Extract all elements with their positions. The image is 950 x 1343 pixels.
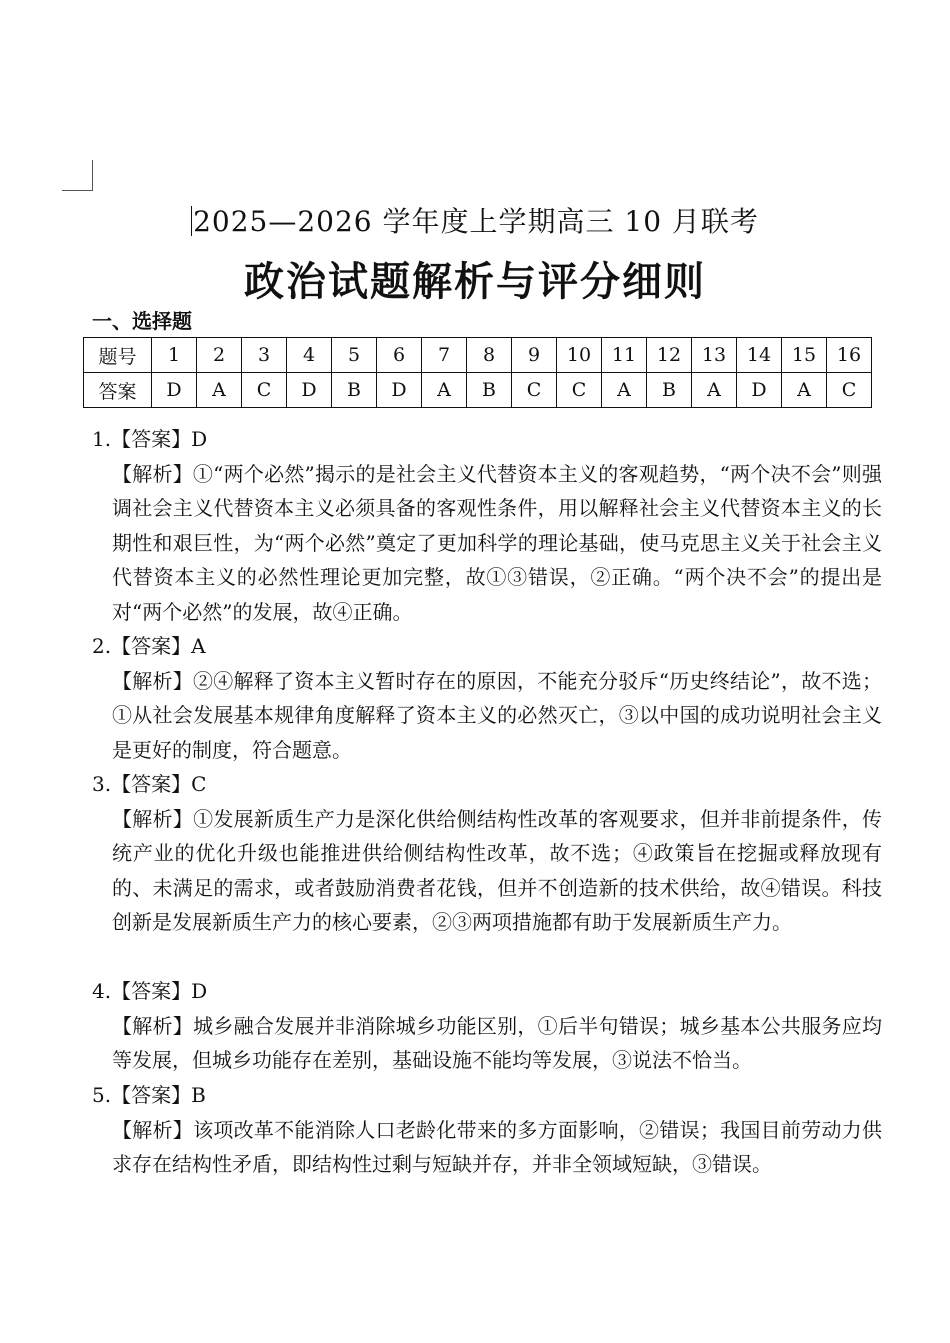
analysis-text: 【解析】该项改革不能消除人口老龄化带来的多方面影响，②错误；我国目前劳动力供求存在结构性矛盾，即结构性过剩与短缺并存，并非全领域短缺，③错误。 [112,1117,882,1176]
text-cursor [191,206,192,236]
exam-subtitle [0,200,950,240]
answer-cell: D [152,373,197,408]
explanation-q3 [92,767,882,940]
answer-cell: B [647,373,692,408]
answer-table [83,337,872,408]
answer-cell: C [557,373,602,408]
question-number: 12 [647,338,692,373]
answer-cell: D [737,373,782,408]
answer-cell: B [467,373,512,408]
answer-cell: A [602,373,647,408]
analysis-text: 【解析】①“两个必然”揭示的是社会主义代替资本主义的客观趋势，“两个决不会”则强调社会主义代替资本主义必须具备的客观性条件，用以解释社会主义代替资本主义的长期性和艰巨性，为“两个必然”奠定了更加科学的理论基础，使马克思主义关于社会主义代替资本主义的必然性理论更加完整，故①③错误，②正确。“两个决不会”的提出是对“两个必然”的发展，故④正确。 [112,461,882,624]
question-number: 9 [512,338,557,373]
page-title: 政治试题解析与评分细则 [244,259,706,305]
analysis-text: 【解析】城乡融合发展并非消除城乡功能区别，①后半句错误；城乡基本公共服务应均等发展，但城乡功能存在差别，基础设施不能均等发展，③说法不恰当。 [112,1013,882,1072]
answer-cell: A [692,373,737,408]
question-number: 6 [377,338,422,373]
answer-cell: A [782,373,827,408]
analysis-text: 【解析】①发展新质生产力是深化供给侧结构性改革的客观要求，但并非前提条件，传统产业的优化升级也能推进供给侧结构性改革，故不选；④政策旨在挖掘或释放现有的、未满足的需求，或者鼓励消费者花钱，但并不创造新的技术供给，故④错误。科技创新是发展新质生产力的核心要素，②③两项措施都有助于发展新质生产力。 [112,806,882,934]
page-corner-mark [62,160,93,191]
explanation-q5 [92,1078,882,1182]
row-label: 答案 [84,373,152,408]
answer-line: 5.【答案】B [92,1083,206,1107]
answer-cell: C [242,373,287,408]
answer-cell: C [512,373,557,408]
question-number: 8 [467,338,512,373]
answer-cell: D [287,373,332,408]
question-number-row [84,338,872,373]
explanation-q4 [92,974,882,1078]
question-number: 2 [197,338,242,373]
question-number: 3 [242,338,287,373]
answer-cell: A [422,373,467,408]
answer-line: 2.【答案】A [92,634,206,658]
question-number: 15 [782,338,827,373]
answer-cell: B [332,373,377,408]
question-number: 14 [737,338,782,373]
exam-subtitle-text: 2025—2026 学年度上学期高三 10 月联考 [193,205,759,238]
question-number: 10 [557,338,602,373]
answer-line: 1.【答案】D [92,427,208,451]
answer-cell: D [377,373,422,408]
explanation-q1 [92,422,882,629]
question-number: 7 [422,338,467,373]
answer-line: 4.【答案】D [92,979,208,1003]
question-number: 11 [602,338,647,373]
question-number: 5 [332,338,377,373]
question-number: 13 [692,338,737,373]
answer-cell: A [197,373,242,408]
answer-row [84,373,872,408]
analysis-text: 【解析】②④解释了资本主义暂时存在的原因，不能充分驳斥“历史终结论”，故不选；①从社会发展基本规律角度解释了资本主义的必然灭亡，③以中国的成功说明社会主义是更好的制度，符合题意。 [112,668,882,762]
explanation-q2 [92,629,882,767]
question-number: 1 [152,338,197,373]
section-heading: 一、选择题 [92,309,192,333]
answer-cell: C [827,373,872,408]
answer-line: 3.【答案】C [92,772,207,796]
question-number: 16 [827,338,872,373]
row-label: 题号 [84,338,152,373]
question-number: 4 [287,338,332,373]
